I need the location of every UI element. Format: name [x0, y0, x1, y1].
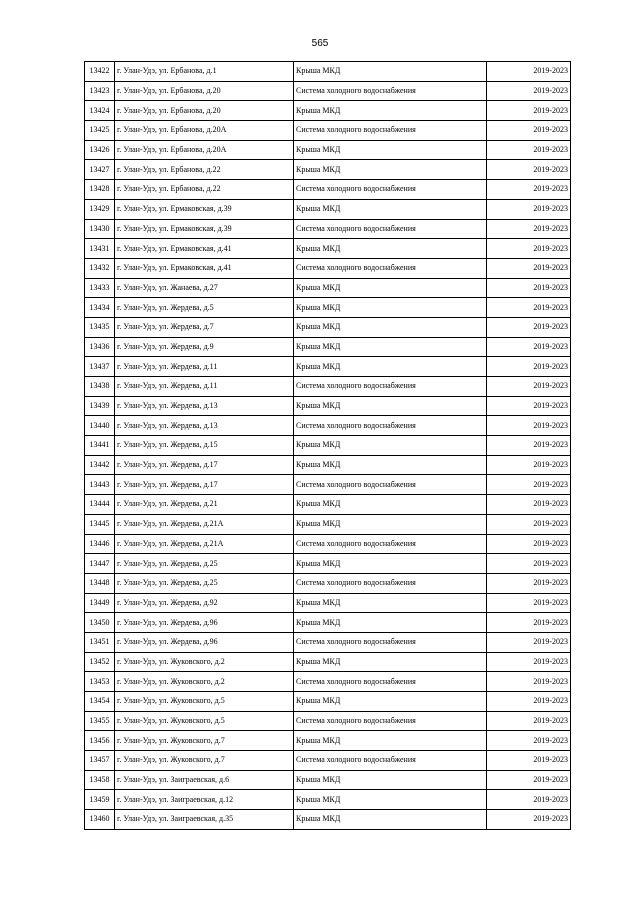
address-cell: г. Улан-Удэ, ул. Жердева, д.13	[115, 396, 294, 416]
address-cell: г. Улан-Удэ, ул. Жуковского, д.5	[115, 692, 294, 712]
table-row	[85, 593, 571, 613]
address-cell: г. Улан-Удэ, ул. Жанаева, д.27	[115, 278, 294, 298]
address-cell: г. Улан-Удэ, ул. Ербанова, д.22	[115, 160, 294, 180]
address-cell: г. Улан-Удэ, ул. Ербанова, д.22	[115, 180, 294, 200]
row-number-cell: 13434	[85, 298, 115, 318]
address-cell: г. Улан-Удэ, ул. Ербанова, д.1	[115, 62, 294, 82]
period-cell: 2019-2023	[487, 317, 571, 337]
table-row	[85, 495, 571, 515]
address-cell: г. Улан-Удэ, ул. Заиграевская, д.6	[115, 770, 294, 790]
row-number-cell: 13437	[85, 357, 115, 377]
period-cell: 2019-2023	[487, 416, 571, 436]
table-row	[85, 573, 571, 593]
table-row	[85, 298, 571, 318]
work-type-cell: Крыша МКД	[294, 278, 487, 298]
address-cell: г. Улан-Удэ, ул. Жердева, д.96	[115, 632, 294, 652]
work-type-cell: Крыша МКД	[294, 495, 487, 515]
table-row	[85, 692, 571, 712]
period-cell: 2019-2023	[487, 219, 571, 239]
work-type-cell: Крыша МКД	[294, 436, 487, 456]
address-cell: г. Улан-Удэ, ул. Ербанова, д.20А	[115, 121, 294, 141]
address-cell: г. Улан-Удэ, ул. Ермаковская, д.41	[115, 258, 294, 278]
table-row	[85, 377, 571, 397]
address-cell: г. Улан-Удэ, ул. Жердева, д.21А	[115, 534, 294, 554]
row-number-cell: 13460	[85, 810, 115, 830]
row-number-cell: 13454	[85, 692, 115, 712]
work-type-cell: Крыша МКД	[294, 514, 487, 534]
row-number-cell: 13440	[85, 416, 115, 436]
period-cell: 2019-2023	[487, 573, 571, 593]
table-row	[85, 101, 571, 121]
table-row	[85, 652, 571, 672]
period-cell: 2019-2023	[487, 751, 571, 771]
work-type-cell: Крыша МКД	[294, 160, 487, 180]
table-row	[85, 160, 571, 180]
period-cell: 2019-2023	[487, 298, 571, 318]
work-type-cell: Крыша МКД	[294, 455, 487, 475]
address-cell: г. Улан-Удэ, ул. Жердева, д.21А	[115, 514, 294, 534]
table-row	[85, 790, 571, 810]
row-number-cell: 13450	[85, 613, 115, 633]
work-type-cell: Система холодного водоснабжения	[294, 751, 487, 771]
period-cell: 2019-2023	[487, 711, 571, 731]
table-row	[85, 239, 571, 259]
table-row	[85, 121, 571, 141]
row-number-cell: 13438	[85, 377, 115, 397]
table-row	[85, 317, 571, 337]
period-cell: 2019-2023	[487, 770, 571, 790]
table-row	[85, 219, 571, 239]
table-row	[85, 81, 571, 101]
period-cell: 2019-2023	[487, 475, 571, 495]
address-cell: г. Улан-Удэ, ул. Жердева, д.17	[115, 475, 294, 495]
table-row	[85, 632, 571, 652]
row-number-cell: 13426	[85, 140, 115, 160]
work-type-cell: Система холодного водоснабжения	[294, 81, 487, 101]
row-number-cell: 13458	[85, 770, 115, 790]
period-cell: 2019-2023	[487, 672, 571, 692]
table-row	[85, 436, 571, 456]
period-cell: 2019-2023	[487, 632, 571, 652]
period-cell: 2019-2023	[487, 337, 571, 357]
work-type-cell: Крыша МКД	[294, 790, 487, 810]
period-cell: 2019-2023	[487, 692, 571, 712]
table-row	[85, 199, 571, 219]
work-type-cell: Крыша МКД	[294, 770, 487, 790]
work-type-cell: Система холодного водоснабжения	[294, 180, 487, 200]
address-cell: г. Улан-Удэ, ул. Ербанова, д.20	[115, 101, 294, 121]
work-type-cell: Крыша МКД	[294, 357, 487, 377]
period-cell: 2019-2023	[487, 593, 571, 613]
table-row	[85, 455, 571, 475]
row-number-cell: 13424	[85, 101, 115, 121]
address-cell: г. Улан-Удэ, ул. Ермаковская, д.39	[115, 199, 294, 219]
row-number-cell: 13443	[85, 475, 115, 495]
address-cell: г. Улан-Удэ, ул. Жердева, д.92	[115, 593, 294, 613]
address-cell: г. Улан-Удэ, ул. Жуковского, д.2	[115, 672, 294, 692]
row-number-cell: 13431	[85, 239, 115, 259]
work-type-cell: Крыша МКД	[294, 239, 487, 259]
work-type-cell: Крыша МКД	[294, 396, 487, 416]
address-cell: г. Улан-Удэ, ул. Жердева, д.96	[115, 613, 294, 633]
work-type-cell: Система холодного водоснабжения	[294, 632, 487, 652]
work-type-cell: Крыша МКД	[294, 298, 487, 318]
work-type-cell: Крыша МКД	[294, 652, 487, 672]
work-type-cell: Система холодного водоснабжения	[294, 534, 487, 554]
row-number-cell: 13435	[85, 317, 115, 337]
address-cell: г. Улан-Удэ, ул. Жердева, д.25	[115, 573, 294, 593]
row-number-cell: 13433	[85, 278, 115, 298]
row-number-cell: 13432	[85, 258, 115, 278]
table-row	[85, 62, 571, 82]
row-number-cell: 13448	[85, 573, 115, 593]
row-number-cell: 13449	[85, 593, 115, 613]
work-type-cell: Система холодного водоснабжения	[294, 672, 487, 692]
period-cell: 2019-2023	[487, 62, 571, 82]
period-cell: 2019-2023	[487, 613, 571, 633]
address-cell: г. Улан-Удэ, ул. Заиграевская, д.35	[115, 810, 294, 830]
table-row	[85, 357, 571, 377]
table-row	[85, 416, 571, 436]
work-type-cell: Крыша МКД	[294, 199, 487, 219]
row-number-cell: 13441	[85, 436, 115, 456]
work-type-cell: Крыша МКД	[294, 337, 487, 357]
registry-table	[84, 61, 571, 830]
table-row	[85, 731, 571, 751]
period-cell: 2019-2023	[487, 278, 571, 298]
row-number-cell: 13427	[85, 160, 115, 180]
work-type-cell: Крыша МКД	[294, 554, 487, 574]
address-cell: г. Улан-Удэ, ул. Жердева, д.15	[115, 436, 294, 456]
address-cell: г. Улан-Удэ, ул. Жердева, д.17	[115, 455, 294, 475]
work-type-cell: Система холодного водоснабжения	[294, 219, 487, 239]
period-cell: 2019-2023	[487, 731, 571, 751]
row-number-cell: 13430	[85, 219, 115, 239]
period-cell: 2019-2023	[487, 810, 571, 830]
row-number-cell: 13445	[85, 514, 115, 534]
table-row	[85, 711, 571, 731]
table-row	[85, 751, 571, 771]
address-cell: г. Улан-Удэ, ул. Жердева, д.11	[115, 377, 294, 397]
period-cell: 2019-2023	[487, 258, 571, 278]
work-type-cell: Крыша МКД	[294, 101, 487, 121]
row-number-cell: 13436	[85, 337, 115, 357]
work-type-cell: Система холодного водоснабжения	[294, 711, 487, 731]
period-cell: 2019-2023	[487, 239, 571, 259]
row-number-cell: 13446	[85, 534, 115, 554]
row-number-cell: 13456	[85, 731, 115, 751]
work-type-cell: Крыша МКД	[294, 317, 487, 337]
address-cell: г. Улан-Удэ, ул. Ермаковская, д.39	[115, 219, 294, 239]
period-cell: 2019-2023	[487, 140, 571, 160]
work-type-cell: Крыша МКД	[294, 810, 487, 830]
period-cell: 2019-2023	[487, 396, 571, 416]
table-row	[85, 140, 571, 160]
period-cell: 2019-2023	[487, 652, 571, 672]
address-cell: г. Улан-Удэ, ул. Жердева, д.21	[115, 495, 294, 515]
row-number-cell: 13439	[85, 396, 115, 416]
period-cell: 2019-2023	[487, 377, 571, 397]
row-number-cell: 13428	[85, 180, 115, 200]
table-row	[85, 258, 571, 278]
row-number-cell: 13422	[85, 62, 115, 82]
work-type-cell: Система холодного водоснабжения	[294, 416, 487, 436]
work-type-cell: Крыша МКД	[294, 613, 487, 633]
table-row	[85, 613, 571, 633]
address-cell: г. Улан-Удэ, ул. Заиграевская, д.12	[115, 790, 294, 810]
period-cell: 2019-2023	[487, 790, 571, 810]
row-number-cell: 13429	[85, 199, 115, 219]
period-cell: 2019-2023	[487, 436, 571, 456]
table-row	[85, 475, 571, 495]
page-number: 565	[311, 38, 329, 49]
address-cell: г. Улан-Удэ, ул. Ербанова, д.20А	[115, 140, 294, 160]
address-cell: г. Улан-Удэ, ул. Жердева, д.13	[115, 416, 294, 436]
address-cell: г. Улан-Удэ, ул. Ермаковская, д.41	[115, 239, 294, 259]
row-number-cell: 13423	[85, 81, 115, 101]
period-cell: 2019-2023	[487, 180, 571, 200]
work-type-cell: Крыша МКД	[294, 593, 487, 613]
address-cell: г. Улан-Удэ, ул. Жердева, д.11	[115, 357, 294, 377]
period-cell: 2019-2023	[487, 160, 571, 180]
table-row	[85, 278, 571, 298]
address-cell: г. Улан-Удэ, ул. Жердева, д.7	[115, 317, 294, 337]
table-row	[85, 770, 571, 790]
table-row	[85, 554, 571, 574]
registry-table-body	[85, 62, 571, 830]
period-cell: 2019-2023	[487, 101, 571, 121]
period-cell: 2019-2023	[487, 455, 571, 475]
table-row	[85, 810, 571, 830]
work-type-cell: Крыша МКД	[294, 140, 487, 160]
work-type-cell: Крыша МКД	[294, 692, 487, 712]
address-cell: г. Улан-Удэ, ул. Жердева, д.5	[115, 298, 294, 318]
period-cell: 2019-2023	[487, 81, 571, 101]
period-cell: 2019-2023	[487, 534, 571, 554]
address-cell: г. Улан-Удэ, ул. Жуковского, д.7	[115, 751, 294, 771]
row-number-cell: 13447	[85, 554, 115, 574]
address-cell: г. Улан-Удэ, ул. Жуковского, д.7	[115, 731, 294, 751]
row-number-cell: 13451	[85, 632, 115, 652]
address-cell: г. Улан-Удэ, ул. Жуковского, д.5	[115, 711, 294, 731]
row-number-cell: 13442	[85, 455, 115, 475]
period-cell: 2019-2023	[487, 357, 571, 377]
table-row	[85, 180, 571, 200]
row-number-cell: 13444	[85, 495, 115, 515]
table-row	[85, 534, 571, 554]
work-type-cell: Крыша МКД	[294, 62, 487, 82]
work-type-cell: Система холодного водоснабжения	[294, 258, 487, 278]
work-type-cell: Система холодного водоснабжения	[294, 121, 487, 141]
row-number-cell: 13457	[85, 751, 115, 771]
address-cell: г. Улан-Удэ, ул. Жердева, д.9	[115, 337, 294, 357]
row-number-cell: 13459	[85, 790, 115, 810]
table-row	[85, 672, 571, 692]
table-row	[85, 396, 571, 416]
row-number-cell: 13425	[85, 121, 115, 141]
address-cell: г. Улан-Удэ, ул. Жуковского, д.2	[115, 652, 294, 672]
row-number-cell: 13455	[85, 711, 115, 731]
period-cell: 2019-2023	[487, 514, 571, 534]
row-number-cell: 13452	[85, 652, 115, 672]
table-row	[85, 337, 571, 357]
work-type-cell: Крыша МКД	[294, 731, 487, 751]
work-type-cell: Система холодного водоснабжения	[294, 475, 487, 495]
period-cell: 2019-2023	[487, 495, 571, 515]
period-cell: 2019-2023	[487, 121, 571, 141]
period-cell: 2019-2023	[487, 199, 571, 219]
row-number-cell: 13453	[85, 672, 115, 692]
table-row	[85, 514, 571, 534]
work-type-cell: Система холодного водоснабжения	[294, 573, 487, 593]
period-cell: 2019-2023	[487, 554, 571, 574]
address-cell: г. Улан-Удэ, ул. Ербанова, д.20	[115, 81, 294, 101]
work-type-cell: Система холодного водоснабжения	[294, 377, 487, 397]
address-cell: г. Улан-Удэ, ул. Жердева, д.25	[115, 554, 294, 574]
